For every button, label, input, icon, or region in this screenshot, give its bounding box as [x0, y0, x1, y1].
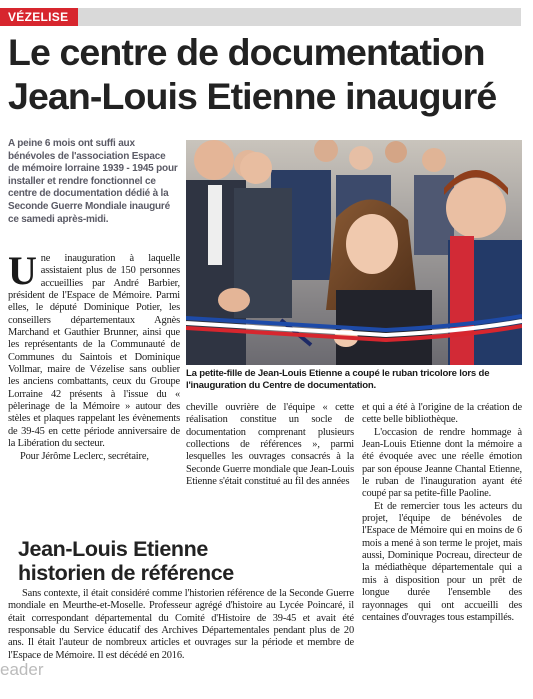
- body-column-3: [362, 402, 522, 624]
- sidebar-title-line-1: Jean-Louis Etienne: [18, 537, 208, 561]
- headline-line-2: Jean-Louis Etienne inauguré: [8, 75, 497, 117]
- body-paragraph: cheville ouvrière de l'équipe « cette réalisation constitue un socle de documentation comprenant plusieurs collections de références », parmi lesquelles les ouvrages consacrés à la Seconde Guerre mondiale que Jean-Louis Etienne s'était constitué au fil des années: [186, 402, 354, 488]
- body-column-2: [186, 402, 354, 488]
- body-text: ne inauguration à laquelle assistaient plus de 150 personnes accueillies par André Barbier, président de l'Espace de Mémoire. Parmi elles, le député Dominique Potier, les conseillers départementaux Agnès Marchand et Gauthier Brunner, ainsi que les représentants de la Communauté de Communes du Saintois et Dominique Vollmar, maire de Vézelise sans oublier les anciens combattants, ceux du Groupe Lorraine 42 présents à l'issue du « pèlerinage de la Mémoire » autour des stèles et plaques rappelant les évènements de 39-45 en cette période anniversaire de la Libération du secteur.: [8, 253, 180, 450]
- body-paragraph: L'occasion de rendre hommage à Jean-Louis Etienne dont la mémoire a été évoquée avec une réelle émotion par son épouse Jeanne Chantal Etienne, le ruban de l'inauguration ayant été coupé par sa petite-fille Paoline.: [362, 426, 522, 500]
- body-paragraph: et qui a été à l'origine de la création de cette belle bibliothèque.: [362, 402, 522, 426]
- article-photo: [186, 140, 522, 365]
- photo-caption: La petite-fille de Jean-Louis Etienne a coupé le ruban tricolore lors de l'inauguration du Centre de documentation.: [186, 368, 490, 391]
- article-headline: [8, 30, 523, 118]
- body-paragraph: [8, 248, 180, 451]
- article-lead: A peine 6 mois ont suffi aux bénévoles de l'association Espace de mémoire lorraine 1939 - 1945 pour installer et rendre fonctionnel ce centre de documentation dédié à la Seconde Guerre Mondiale inauguré ce samedi après-midi.: [8, 138, 178, 225]
- drop-cap: U: [8, 248, 37, 293]
- sidebar-paragraph: Sans contexte, il était considéré comme l'historien référence de la Seconde Guerre mondiale en Meurthe-et-Moselle. Professeur agrégé d'histoire au Lycée Poincaré, il était correspondant départemental du Comité d'Histoire de 39-45 et avait été responsable du Service éducatif des Archives Départementales pendant plus de 20 ans. Il était l'auteur de nombreux articles et ouvrages sur la période et membre de l'Espace de Mémoire. Il est décédé en 2016.: [8, 588, 354, 661]
- ribbon-cutting-photo: [186, 140, 522, 365]
- sidebar-story-title: [18, 537, 348, 585]
- body-column-1: [8, 248, 180, 463]
- headline-line-1: Le centre de documentation: [8, 31, 485, 73]
- body-paragraph: Et de remercier tous les acteurs du projet, l'équipe de bénévoles de l'Espace de Mémoire qui en moins de 6 mois a mené à son terme le projet, mais aussi, Dominique Pocreau, directeur de la médiathèque départementale qui a mis à disposition pour un prêt de longue durée l'ensemble des rayonnages qui ont accueilli des centaines d'ouvrages tous estampillés.: [362, 500, 522, 623]
- sidebar-story-text: [8, 588, 354, 662]
- sidebar-title-line-2: historien de référence: [18, 561, 234, 585]
- watermark: eader: [0, 660, 44, 679]
- section-kicker: VÉZELISE: [0, 8, 78, 26]
- body-paragraph: Pour Jérôme Leclerc, secrétaire,: [20, 450, 149, 462]
